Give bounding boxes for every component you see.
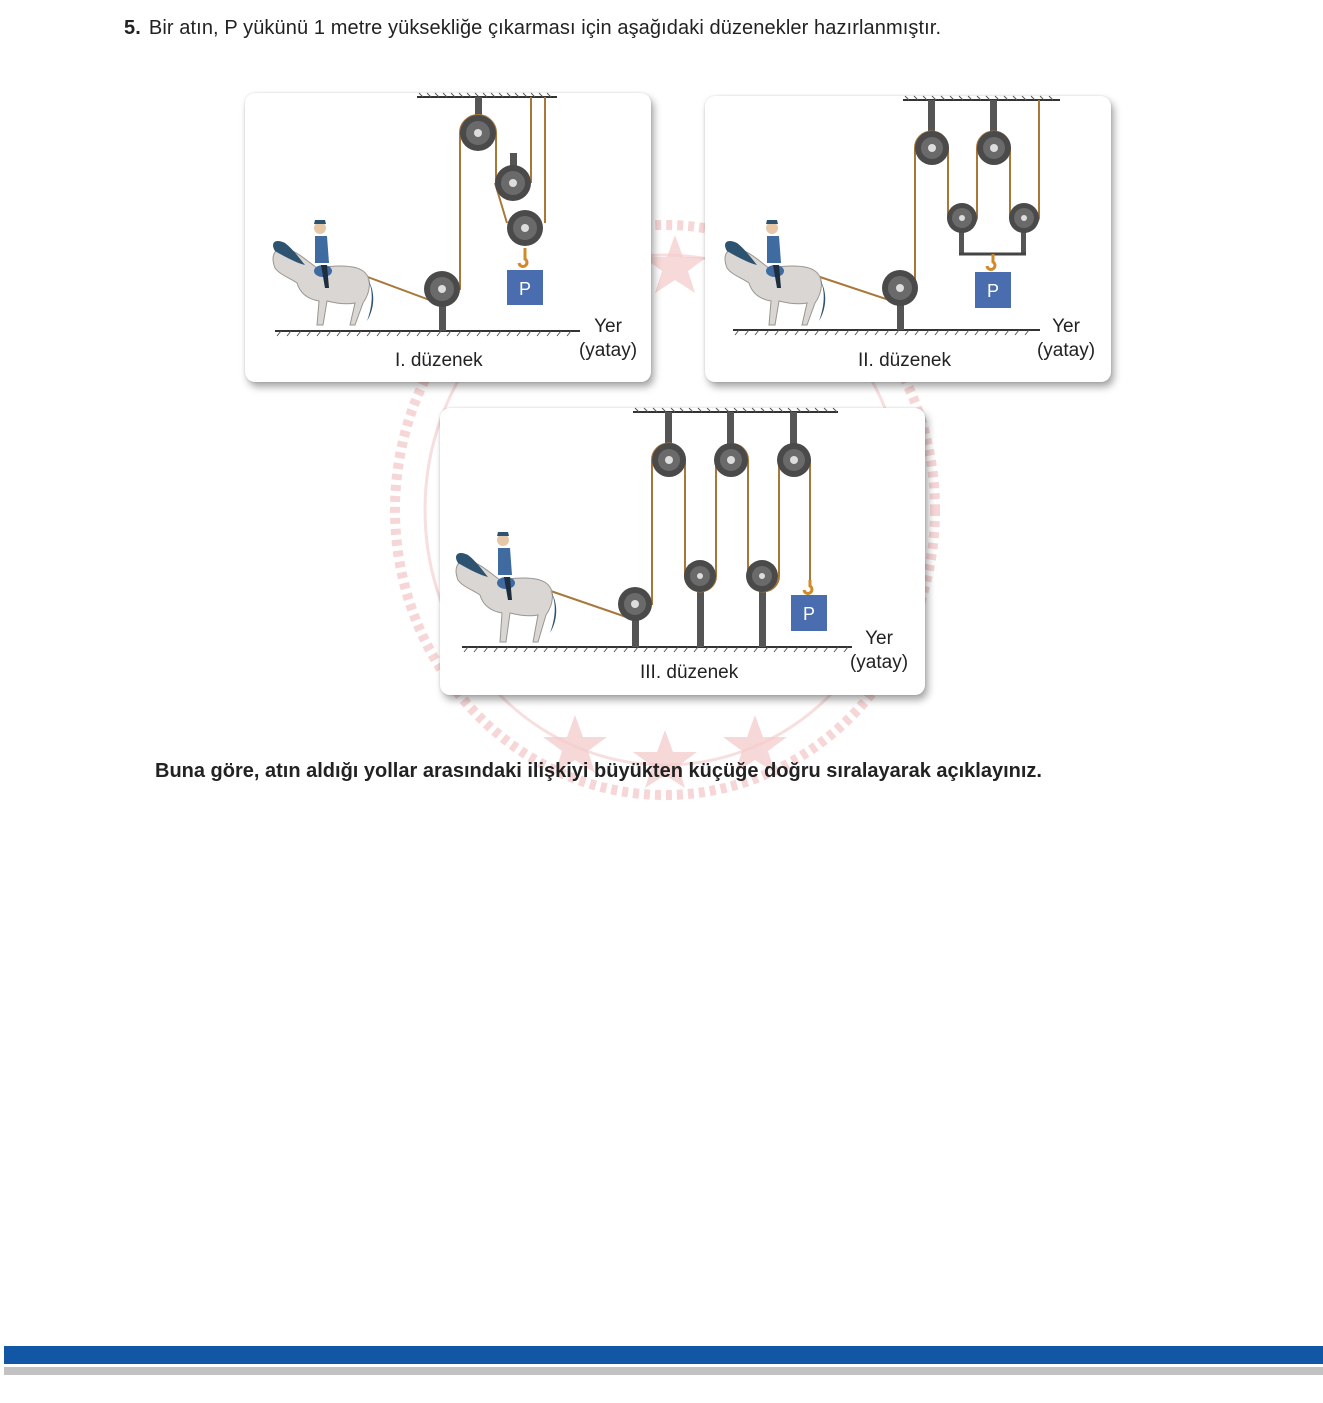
pulley-icon [684,560,716,592]
question-body: Bir atın, P yükünü 1 metre yüksekliğe çıkarması için aşağıdaki düzenekler hazırlanmıştır. [148,17,942,39]
setup-panel-3 [440,408,925,695]
pulley-icon [507,210,543,246]
ground-label [1033,315,1099,363]
question-prompt: Buna göre, atın aldığı yollar arasındaki ilişkiyi büyükten küçüğe doğru sıralayarak açıklayınız. [155,760,1042,782]
panel-caption: III. düzenek [640,662,739,683]
footer-gray-bar [4,1367,1323,1375]
pulley-icon [424,271,460,307]
ground-label [575,315,641,363]
horse-rider-icon [456,532,556,642]
ground-label [846,627,912,675]
ground-label-line2: (yatay) [578,340,638,361]
ground-label-line2: (yatay) [1036,340,1096,361]
load-label: P [802,604,816,624]
pulley-icon [495,165,531,201]
ground-label-line1: Yer [865,628,893,649]
pulley-icon [460,115,496,151]
panel-caption: II. düzenek [858,350,951,371]
ground-label-line1: Yer [594,316,622,337]
setup-panel-2 [705,96,1111,382]
ground-label-line2: (yatay) [849,652,909,673]
pulley-icon [618,587,652,621]
pulley-icon [652,443,686,477]
panel-caption: I. düzenek [395,350,483,371]
question-text [124,17,941,40]
ground-label-line1: Yer [1052,316,1080,337]
footer-blue-bar [4,1346,1323,1364]
pulley-icon [714,443,748,477]
load-label: P [518,279,532,299]
pulley-icon [977,131,1011,165]
load-label: P [986,281,1000,301]
pulley-icon [777,443,811,477]
pulley-icon [947,203,977,233]
pulley-icon [915,131,949,165]
horse-rider-icon [725,220,825,325]
hook-icon [987,254,995,269]
horse-rider-icon [273,220,373,325]
pulley-icon [1009,203,1039,233]
hook-icon [804,580,812,593]
question-number: 5. [124,17,141,39]
hook-icon [519,248,527,266]
pulley-icon [882,270,918,306]
setup-panel-1 [245,93,651,382]
pulley-icon [746,560,778,592]
